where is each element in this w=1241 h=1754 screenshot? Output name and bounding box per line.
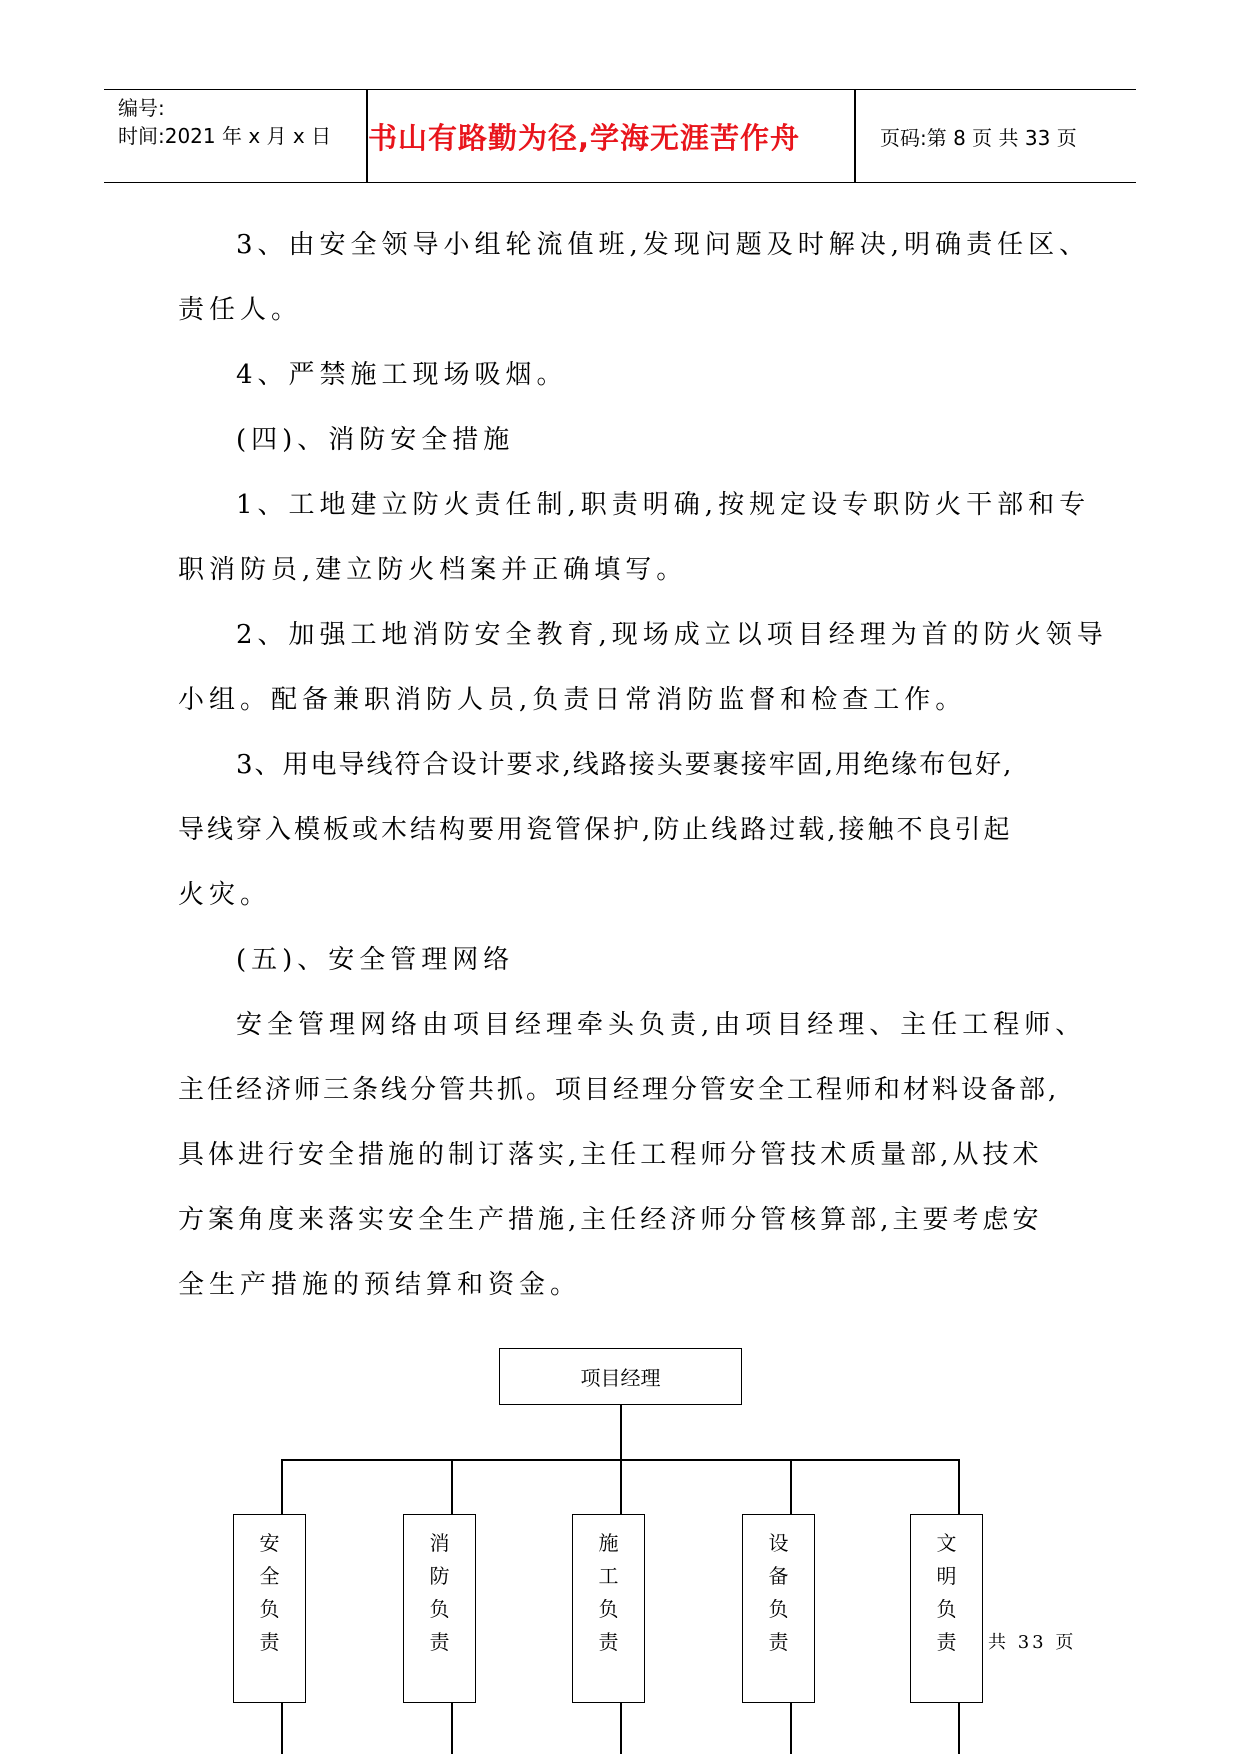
org-child-char: 责 [936, 1630, 957, 1654]
org-connector [790, 1702, 792, 1754]
org-connector [958, 1459, 960, 1515]
org-child-char: 工 [598, 1564, 619, 1588]
org-child-char: 责 [768, 1630, 789, 1654]
document-time-label: 时间:2021 年 x 月 x 日 [118, 124, 332, 148]
body-line: 4、严禁施工现场吸烟。 [236, 360, 568, 390]
org-child-char: 明 [936, 1564, 957, 1588]
org-connector [281, 1459, 283, 1515]
org-child-civilization [910, 1514, 983, 1703]
org-child-char: 施 [598, 1531, 619, 1555]
org-child-char: 责 [429, 1630, 450, 1654]
org-child-char: 备 [768, 1564, 789, 1588]
org-child-construction [572, 1514, 645, 1703]
section-heading: (五)、安全管理网络 [236, 945, 515, 975]
org-child-char: 设 [768, 1531, 789, 1555]
header-page-number: 页码:第 8 页 共 33 页 [880, 125, 1077, 150]
header-motto: 书山有路勤为径,学海无涯苦作舟 [367, 120, 801, 155]
org-root-box: 项目经理 [499, 1348, 742, 1405]
body-line: 小组。配备兼职消防人员,负责日常消防监督和检查工作。 [178, 685, 967, 715]
body-line: 具体进行安全措施的制订落实,主任工程师分管技术质量部,从技术 [178, 1140, 1043, 1170]
org-connector [790, 1459, 792, 1515]
body-line: 方案角度来落实安全生产措施,主任经济师分管核算部,主要考虑安 [178, 1205, 1043, 1235]
org-child-char: 消 [429, 1531, 450, 1555]
org-child-char: 负 [598, 1597, 619, 1621]
body-line: 全生产措施的预结算和资金。 [178, 1270, 582, 1300]
org-connector [281, 1702, 283, 1754]
org-connector [620, 1702, 622, 1754]
body-line: 1、工地建立防火责任制,职责明确,按规定设专职防火干部和专 [236, 490, 1091, 520]
org-child-char: 负 [936, 1597, 957, 1621]
org-connector [620, 1459, 622, 1515]
org-child-char: 文 [936, 1531, 957, 1555]
org-child-safety [233, 1514, 306, 1703]
org-connector [620, 1404, 622, 1460]
org-child-char: 负 [429, 1597, 450, 1621]
org-child-char: 责 [259, 1630, 280, 1654]
section-heading: (四)、消防安全措施 [236, 425, 515, 455]
org-connector [451, 1702, 453, 1754]
header-meta [118, 94, 331, 150]
org-child-char: 防 [429, 1564, 450, 1588]
body-line: 职消防员,建立防火档案并正确填写。 [178, 555, 688, 585]
body-line: 导线穿入模板或木结构要用瓷管保护,防止线路过载,接触不良引起 [178, 815, 1013, 845]
org-child-char: 安 [259, 1531, 280, 1555]
org-child-char: 负 [259, 1597, 280, 1621]
document-number-label: 编号: [118, 96, 165, 120]
footer-total-pages: 共 33 页 [988, 1632, 1077, 1653]
org-connector [958, 1702, 960, 1754]
header-divider-right [854, 90, 856, 182]
body-line: 安全管理网络由项目经理牵头负责,由项目经理、主任工程师、 [236, 1010, 1087, 1040]
page-header [104, 89, 1136, 183]
body-line: 主任经济师三条线分管共抓。项目经理分管安全工程师和材料设备部, [178, 1075, 1060, 1105]
body-line: 3、用电导线符合设计要求,线路接头要裹接牢固,用绝缘布包好, [236, 750, 1014, 780]
org-child-char: 负 [768, 1597, 789, 1621]
org-child-char: 全 [259, 1564, 280, 1588]
body-line: 2、加强工地消防安全教育,现场成立以项目经理为首的防火领导 [236, 620, 1108, 650]
org-child-equipment [742, 1514, 815, 1703]
org-connector [451, 1459, 453, 1515]
body-line: 火灾。 [178, 880, 272, 910]
org-child-char: 责 [598, 1630, 619, 1654]
org-child-fire [403, 1514, 476, 1703]
body-line: 3、由安全领导小组轮流值班,发现问题及时解决,明确责任区、 [236, 230, 1091, 260]
body-line: 责任人。 [178, 295, 303, 325]
